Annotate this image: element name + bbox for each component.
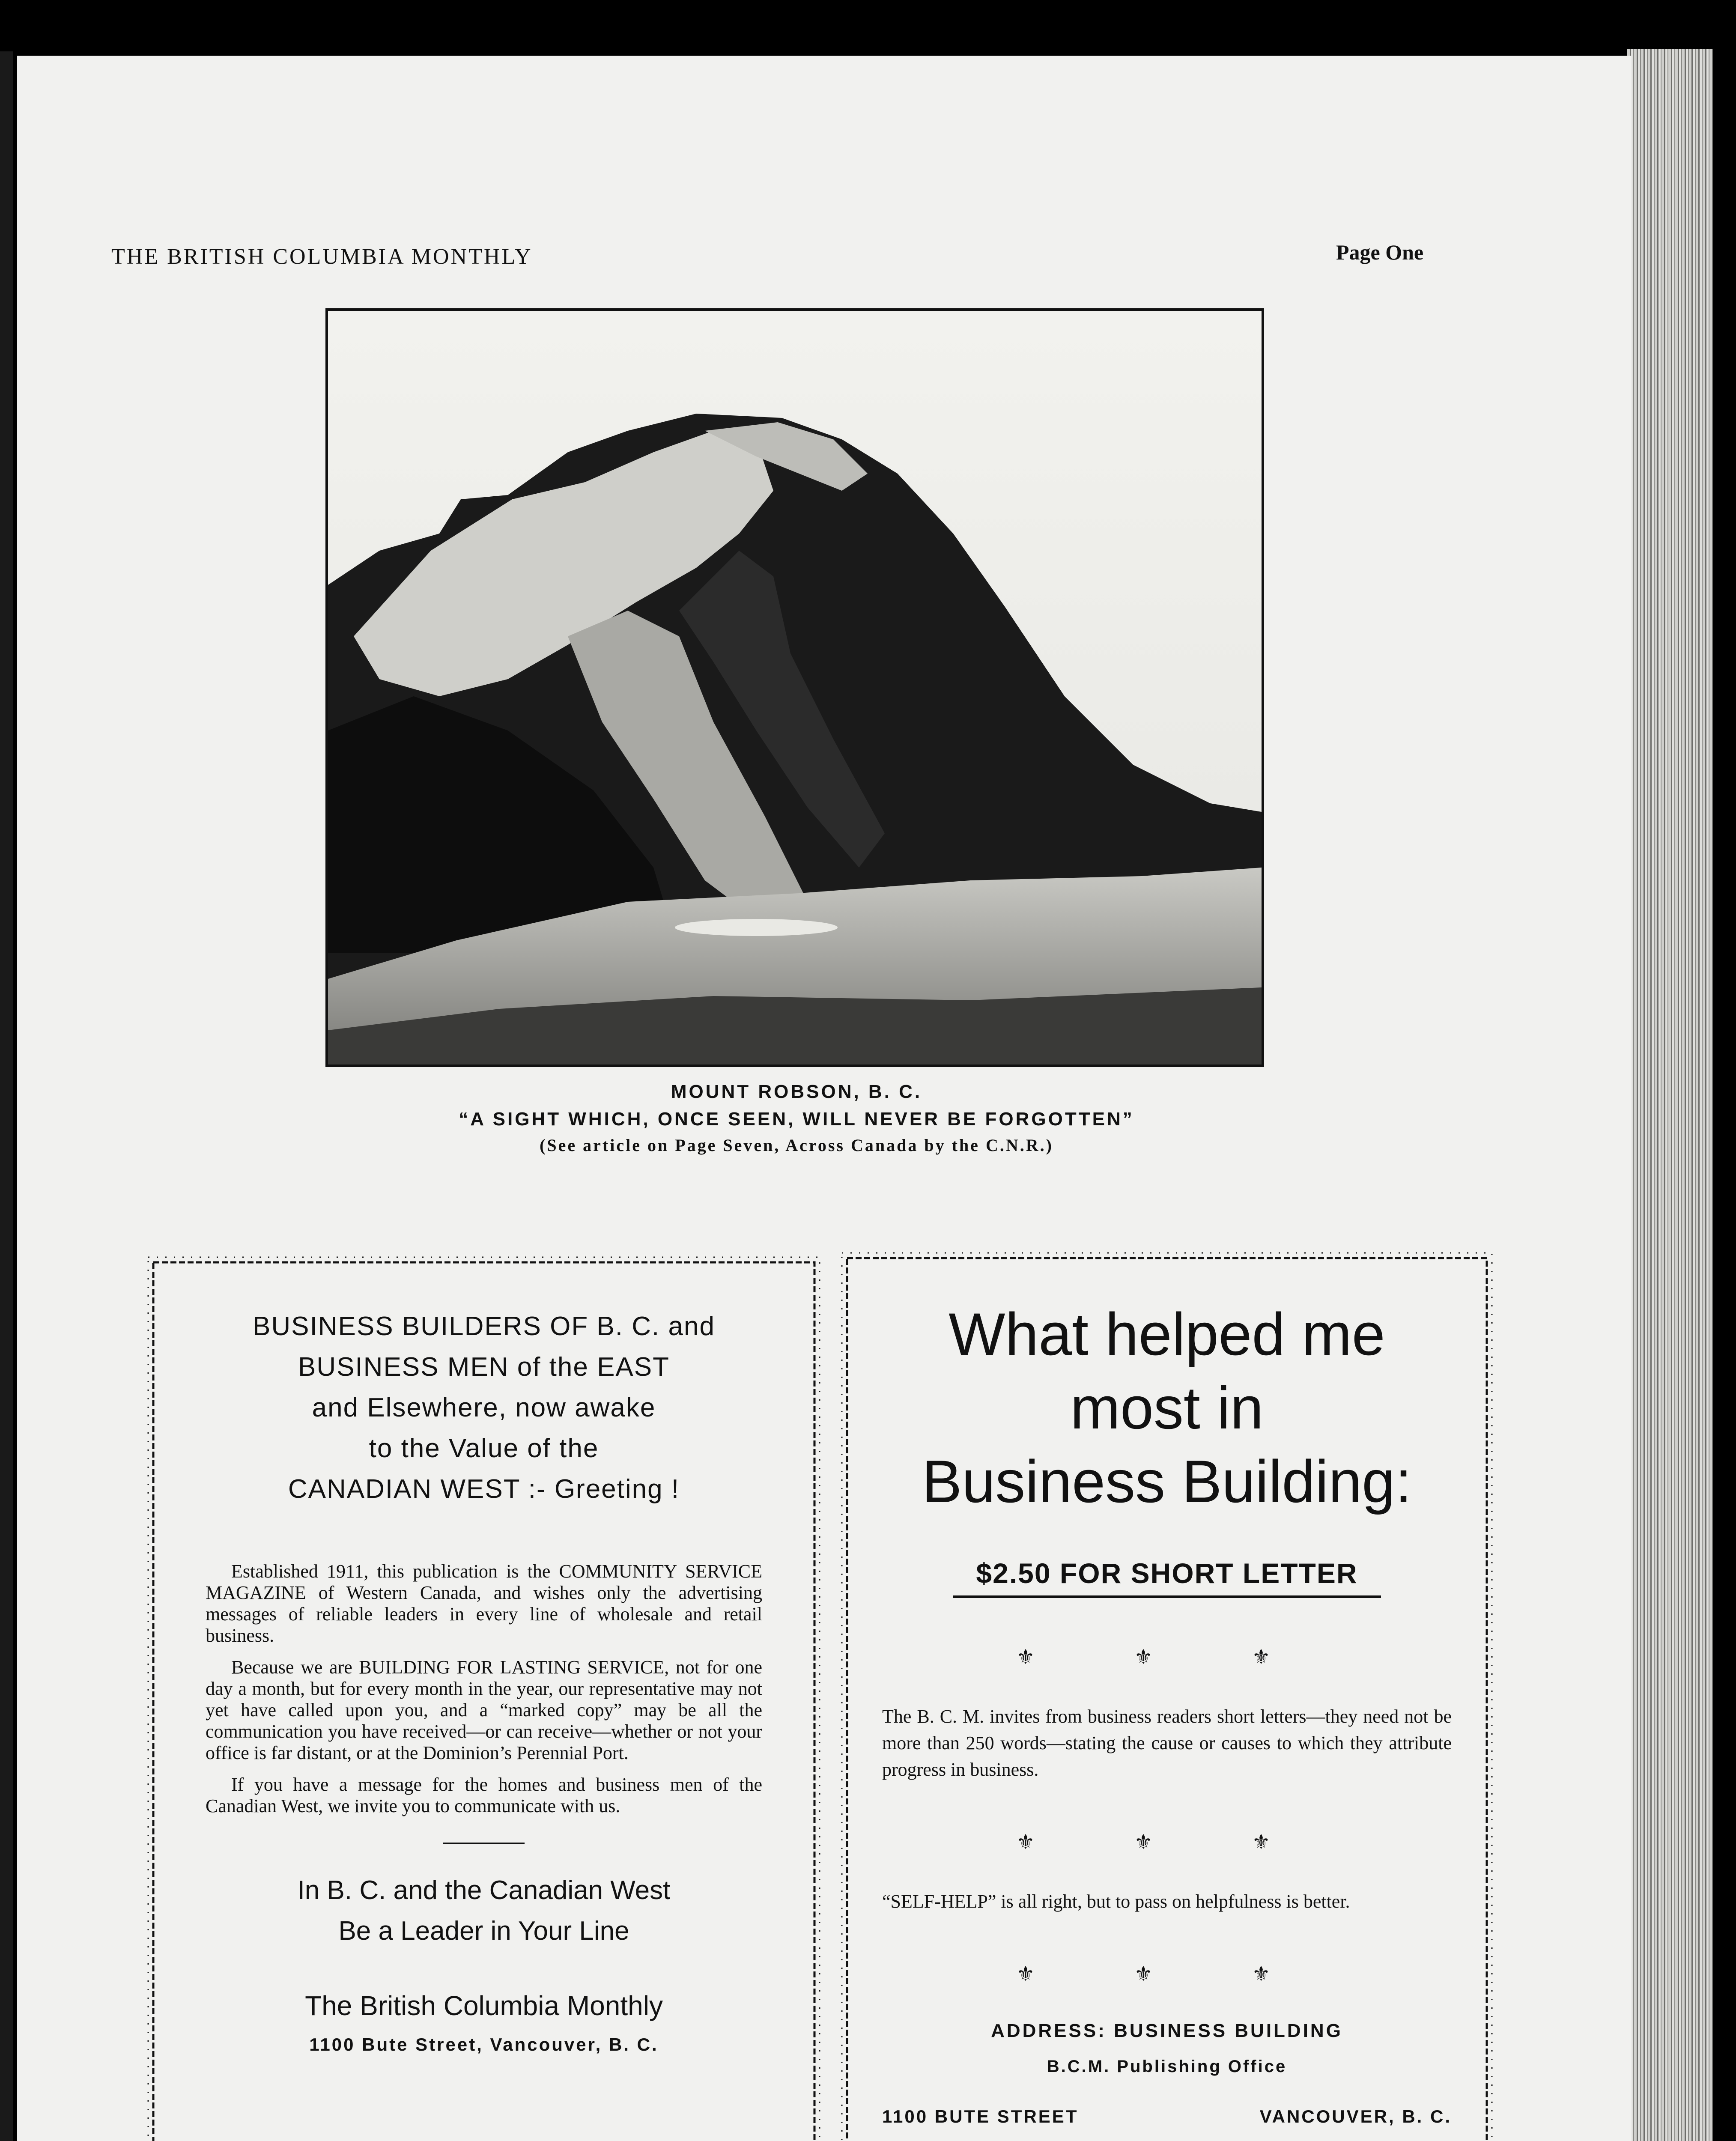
prize-offer: $2.50 FOR SHORT LETTER (953, 1557, 1381, 1598)
fleuron-icon: ⚜ ⚜ ⚜ (1016, 1831, 1318, 1854)
magazine-page (17, 56, 1632, 2141)
slogan (180, 1870, 788, 1951)
caption-quote: “A SIGHT WHICH, ONCE SEEN, WILL NEVER BE FORGOTTEN” (459, 1109, 1134, 1130)
street-city (874, 2106, 1460, 2127)
fleuron-icon: ⚜ ⚜ ⚜ (1016, 1646, 1318, 1669)
greeting-line: BUSINESS BUILDERS OF B. C. and (253, 1312, 715, 1341)
greeting-heading (180, 1306, 788, 1509)
caption-title: MOUNT ROBSON, B. C. (671, 1081, 922, 1102)
caption-reference: (See article on Page Seven, Across Canada by the C.N.R.) (540, 1136, 1053, 1155)
self-help-text: “SELF-HELP” is all right, but to pass on helpfulness is better. (882, 1891, 1350, 1912)
greeting-line: CANADIAN WEST :- Greeting ! (288, 1474, 680, 1504)
slogan-line: In B. C. and the Canadian West (297, 1876, 671, 1905)
body-paragraph: Established 1911, this publication is the COMMUNITY SERVICE MAGAZINE of Western Canada, and wishes only the advertising messages of reliable leaders in every line of wholesale and retail business. (206, 1561, 762, 1646)
divider (443, 1843, 525, 1844)
publication-address: 1100 Bute Street, Vancouver, B. C. (309, 2034, 659, 2055)
publication-name: The British Columbia Monthly (305, 1990, 663, 2021)
body-paragraph: Because we are BUILDING FOR LASTING SERVICE, not for one day a month, but for every month in the year, our representative may not yet have called upon you, and a “marked copy” may be all the communication you have received—or can receive—whether or not your office is far distant, or at the Dominion’s Perennial Port. (206, 1657, 762, 1763)
page-label: Page One (1336, 240, 1424, 264)
ad-headline (874, 1297, 1460, 1518)
greeting-line: to the Value of the (369, 1434, 599, 1463)
business-builders-ad (146, 1255, 822, 2141)
headline-line: Business Building: (922, 1448, 1412, 1515)
mountain-image (328, 311, 1262, 1065)
office-line: B.C.M. Publishing Office (1047, 2057, 1287, 2076)
headline-line: What helped me (949, 1300, 1385, 1368)
greeting-line: BUSINESS MEN of the EAST (298, 1352, 670, 1382)
fleuron-icon: ⚜ ⚜ ⚜ (1016, 1963, 1318, 1986)
greeting-line: and Elsewhere, now awake (312, 1393, 656, 1422)
street-address: 1100 BUTE STREET (882, 2106, 1079, 2126)
address-line: ADDRESS: BUSINESS BUILDING (991, 2020, 1343, 2041)
photo-caption (317, 1081, 1276, 1155)
magazine-title: THE BRITISH COLUMBIA MONTHLY (111, 245, 533, 269)
binding-gutter (0, 51, 13, 2141)
headline-line: most in (1070, 1374, 1264, 1441)
page-edges (1627, 49, 1713, 2141)
ad-body (180, 1561, 788, 1817)
slogan-line: Be a Leader in Your Line (338, 1916, 629, 1946)
city: VANCOUVER, B. C. (1259, 2106, 1452, 2126)
mount-robson-photo (325, 308, 1264, 1067)
business-building-letter-ad (839, 1250, 1494, 2141)
body-paragraph: If you have a message for the homes and business men of the Canadian West, we invite you to communicate with us. (206, 1774, 762, 1816)
invitation-text: The B. C. M. invites from business readers short letters—they need not be more than 250 words—stating the cause or causes to which they attribute progress in business. (882, 1706, 1452, 1780)
